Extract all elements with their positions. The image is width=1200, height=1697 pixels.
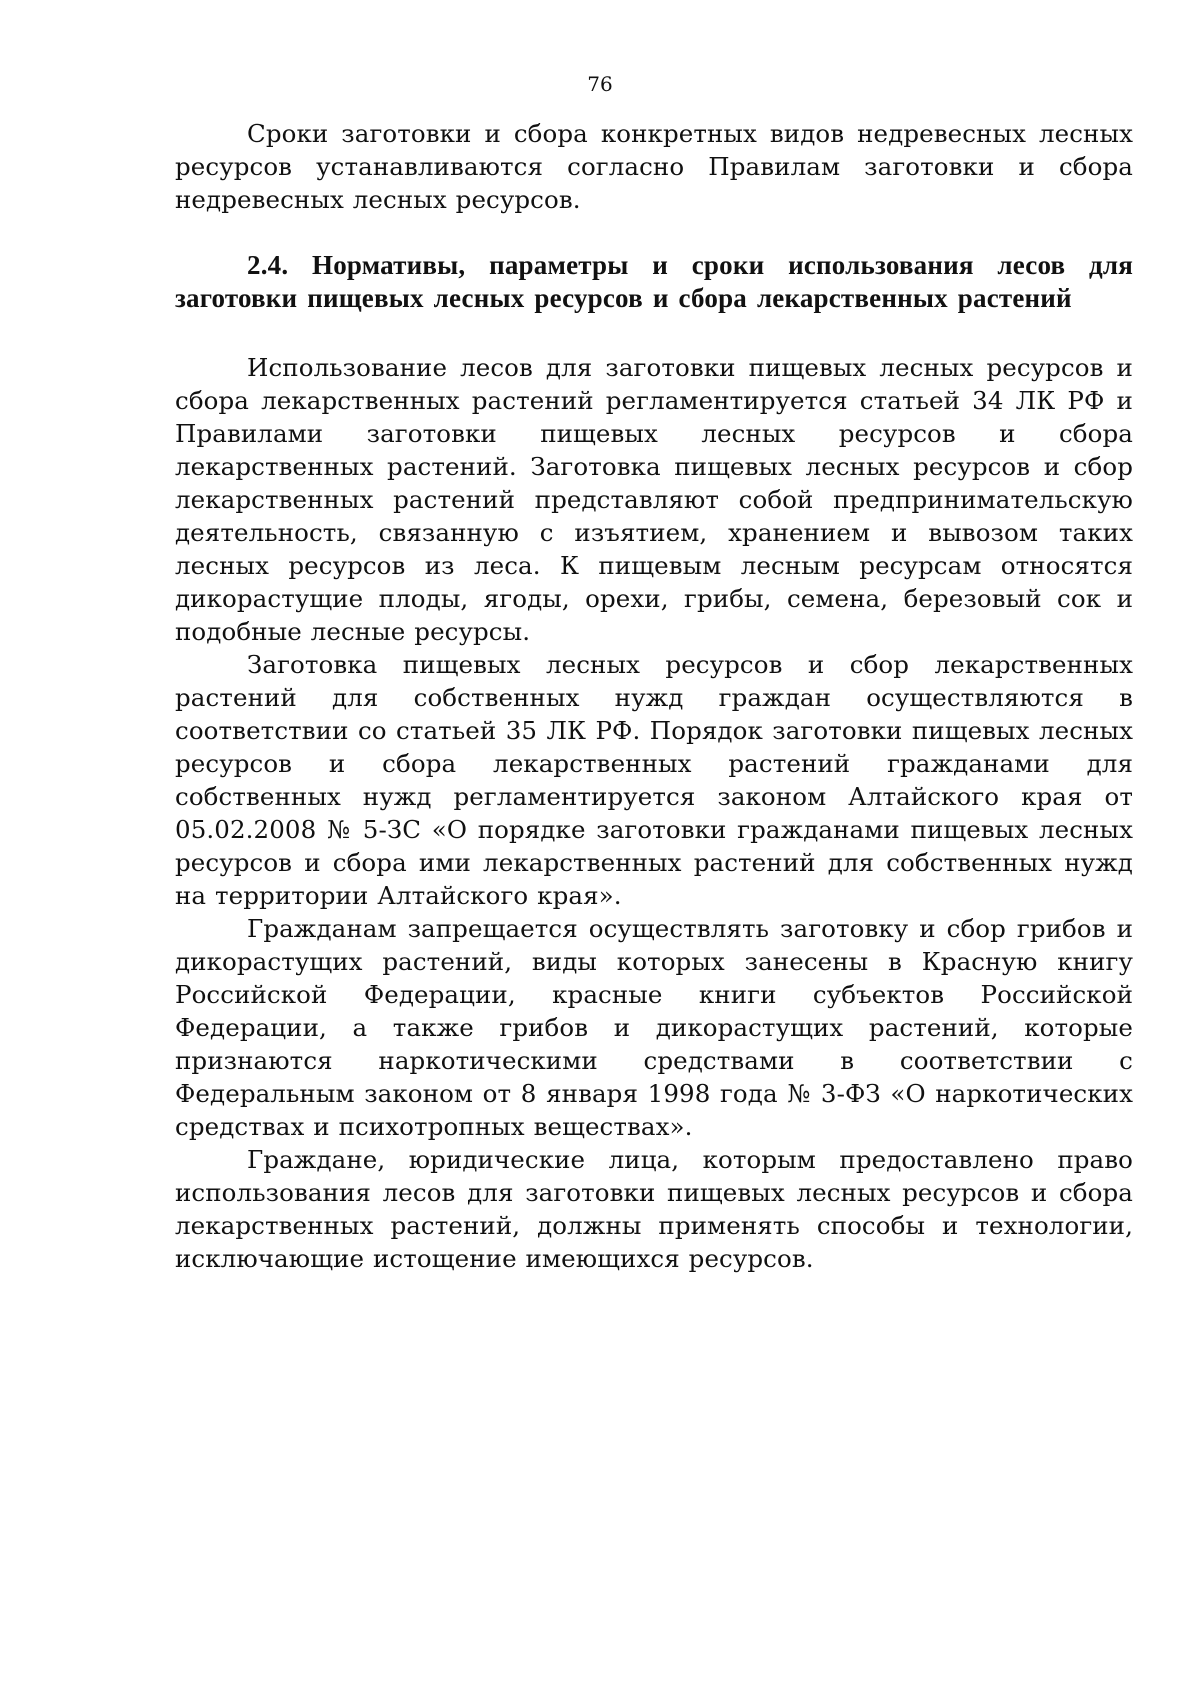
body-paragraph-4: Граждане, юридические лица, которым предоставлено право использования лесов для заготовки пищевых лесных ресурсов и сбора лекарственных растений, должны применять способы и технологии, исключающие истощение имеющихся ресурсов. xyxy=(175,1145,1133,1273)
page-body xyxy=(175,117,1133,1275)
body-paragraph-2: Заготовка пищевых лесных ресурсов и сбор лекарственных растений для собственных нужд граждан осуществляются в соответствии со статьей 35 ЛК РФ. Порядок заготовки пищевых лесных ресурсов и сбора лекарственных растений гражданами для собственных нужд регламентируется законом Алтайского края от 05.02.2008 № 5-ЗС «О порядке заготовки гражданами пищевых лесных ресурсов и сбора ими лекарственных растений для собственных нужд на территории Алтайского края». xyxy=(175,650,1133,910)
body-paragraph-3: Гражданам запрещается осуществлять заготовку и сбор грибов и дикорастущих растений, виды которых занесены в Красную книгу Российской Федерации, красные книги субъектов Российской Федерации, а также грибов и дикорастущих растений, которые признаются наркотическими средствами в соответствии с Федеральным законом от 8 января 1998 года № 3-ФЗ «О наркотических средствах и психотропных веществах». xyxy=(175,914,1133,1141)
intro-paragraph: Сроки заготовки и сбора конкретных видов недревесных лесных ресурсов устанавливаются согласно Правилам заготовки и сбора недревесных лесных ресурсов. xyxy=(175,119,1133,214)
page-number: 76 xyxy=(587,72,613,96)
body-paragraph-1: Использование лесов для заготовки пищевых лесных ресурсов и сбора лекарственных растений регламентируется статьей 34 ЛК РФ и Правилами заготовки пищевых лесных ресурсов и сбора лекарственных растений. Заготовка пищевых лесных ресурсов и сбор лекарственных растений представляют собой предпринимательскую деятельность, связанную с изъятием, хранением и вывозом таких лесных ресурсов из леса. К пищевым лесным ресурсам относятся дикорастущие плоды, ягоды, орехи, грибы, семена, березовый сок и подобные лесные ресурсы. xyxy=(175,353,1133,646)
section-heading: 2.4. Нормативы, параметры и сроки использования лесов для заготовки пищевых лесных ресурсов и сбора лекарственных растений xyxy=(175,250,1133,313)
